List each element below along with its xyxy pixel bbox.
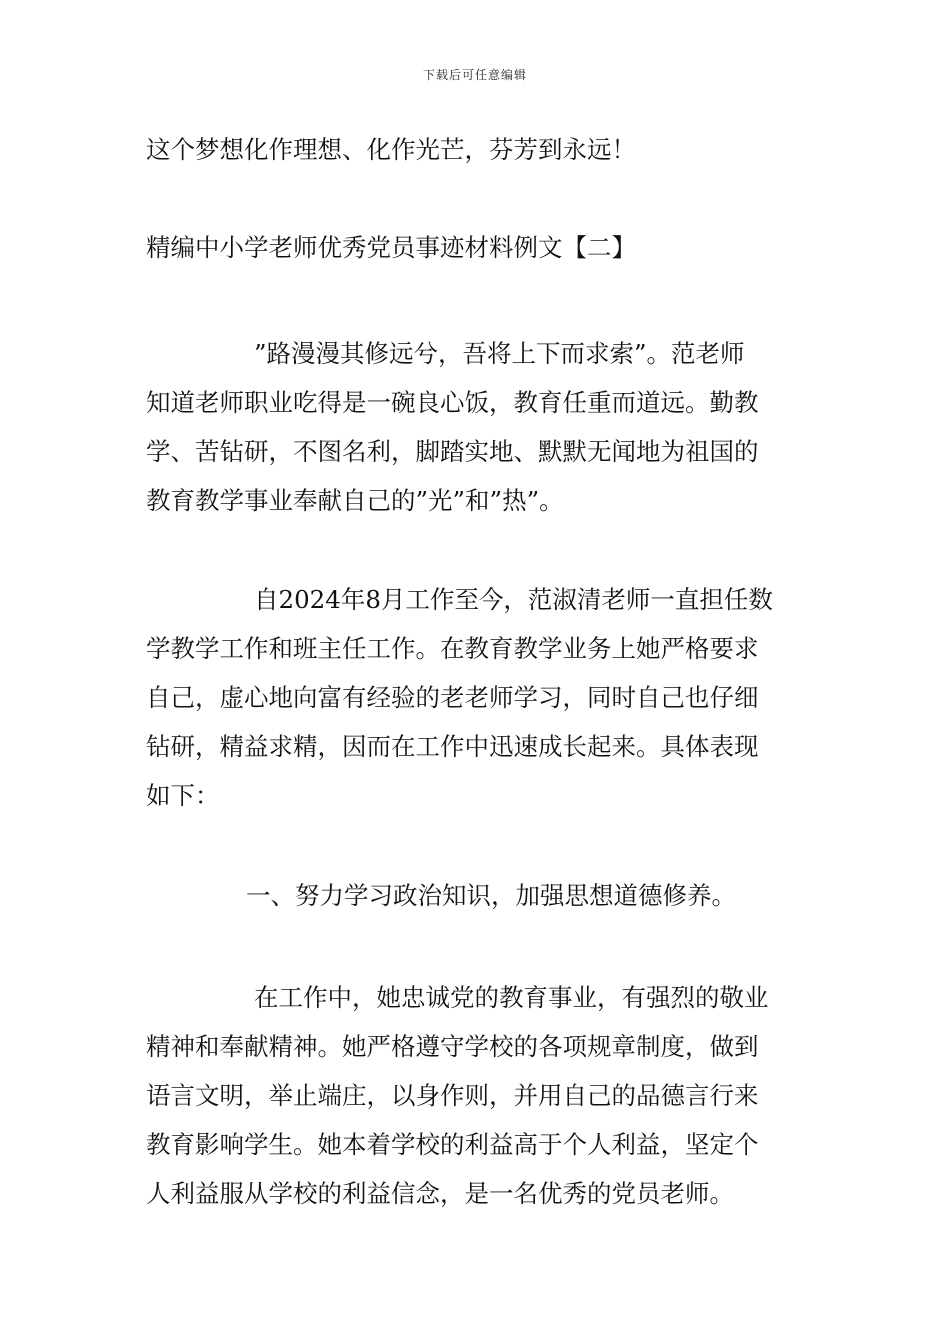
paragraph-intro <box>146 329 810 525</box>
section-heading: 一、努力学习政治知识，加强思想道德修养。 <box>246 881 736 910</box>
paragraph-work-ethic <box>146 973 810 1218</box>
closing-sentence: 这个梦想化作理想、化作光芒，芬芳到永远！ <box>146 135 636 164</box>
page-header: 下载后可任意编辑 <box>422 68 527 82</box>
paragraph-line: 教育教学事业奉献自己的”光”和”热”。 <box>146 486 564 515</box>
paragraph-line: 自己，虚心地向富有经验的老老师学习，同时自己也仔细 <box>146 683 759 712</box>
paragraph-line: 精神和奉献精神。她严格遵守学校的各项规章制度，做到 <box>146 1032 759 1061</box>
article-title: 精编中小学老师优秀党员事迹材料例文【二】 <box>146 233 636 262</box>
paragraph-line: 教育影响学生。她本着学校的利益高于个人利益，坚定个 <box>146 1130 759 1159</box>
paragraph-line: 人利益服从学校的利益信念，是一名优秀的党员老师。 <box>146 1179 734 1208</box>
paragraph-line: 学、苦钻研，不图名利，脚踏实地、默默无闻地为祖国的 <box>146 437 759 466</box>
paragraph-line: 学教学工作和班主任工作。在教育教学业务上她严格要求 <box>146 634 759 663</box>
paragraph-line: 钻研，精益求精，因而在工作中迅速成长起来。具体表现 <box>146 732 759 761</box>
paragraph-line: 语言文明，举止端庄，以身作则，并用自己的品德言行来 <box>146 1081 759 1110</box>
paragraph-line: 知道老师职业吃得是一碗良心饭，教育任重而道远。勤教 <box>146 388 759 417</box>
paragraph-line: 在工作中，她忠诚党的教育事业，有强烈的敬业 <box>254 983 769 1012</box>
paragraph-line: 如下： <box>146 781 220 810</box>
paragraph-work-history <box>146 575 810 820</box>
paragraph-line: ”路漫漫其修远兮，吾将上下而求索”。范老师 <box>254 339 745 368</box>
paragraph-line: 自2024年8月工作至今，范淑清老师一直担任数 <box>254 585 773 614</box>
